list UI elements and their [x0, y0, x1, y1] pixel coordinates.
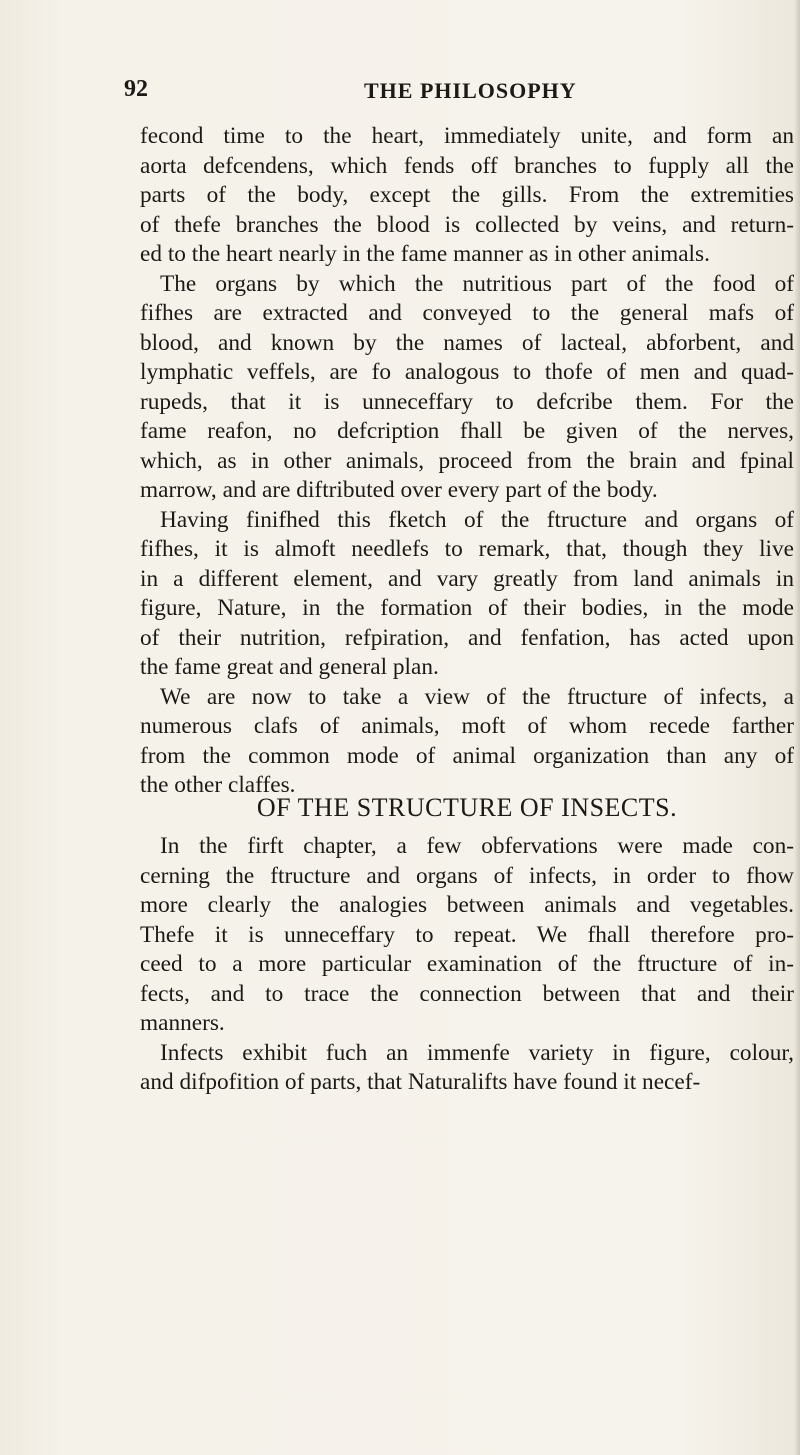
text-line: rupeds, that it is unneceffary to defcribe them. For the: [140, 388, 794, 415]
text-line: more clearly the analogies between animals and vegetables.: [140, 892, 794, 918]
text-line: and difpofition of parts, that Naturalifts have found it necef-: [140, 1069, 701, 1095]
text-line: ed to the heart nearly in the fame manner as in other animals.: [140, 241, 710, 267]
text-line: of thefe branches the blood is collected by veins, and return-: [140, 211, 794, 238]
text-line: In the firft chapter, a few obfervations were made con-: [160, 833, 794, 859]
text-line: of their nutrition, refpiration, and fenfation, has acted upon: [140, 624, 794, 651]
paragraph: [140, 122, 794, 270]
text-line: fecond time to the heart, immediately unite, and form an: [140, 123, 794, 149]
text-line: blood, and known by the names of lacteal, abforbent, and: [140, 329, 794, 356]
text-line: The organs by which the nutritious part of the food of: [160, 270, 794, 297]
text-line: numerous clafs of animals, moft of whom recede farther: [140, 713, 794, 739]
text-line: Thefe it is unneceffary to repeat. We fhall therefore pro-: [140, 921, 794, 948]
text-line: which, as in other animals, proceed from the brain and fpinal: [140, 447, 794, 474]
text-line: cerning the ftructure and organs of infects, in order to fhow: [140, 862, 794, 889]
text-line: fame reafon, no defcription fhall be given of the nerves,: [140, 418, 794, 444]
text-line: marrow, and are diftributed over every part of the body.: [140, 477, 658, 503]
text-line: the fame great and general plan.: [140, 654, 439, 680]
text-line: parts of the body, except the gills. From the extremities: [140, 182, 794, 208]
paragraph: [140, 683, 794, 801]
text-line: Having finifhed this fketch of the ftructure and organs of: [160, 506, 794, 533]
text-line: fifhes are extracted and conveyed to the general mafs of: [140, 300, 794, 326]
text-line: fifhes, it is almoft needlefs to remark, that, though they live: [140, 536, 794, 562]
paragraph: [140, 832, 794, 1039]
section-heading: OF THE STRUCTURE OF INSECTS.: [256, 793, 678, 822]
text-line: We are now to take a view of the ftructure of infects, a: [160, 683, 794, 710]
text-line: ceed to a more particular examination of the ftructure of in-: [140, 951, 794, 977]
running-head: [124, 76, 794, 108]
text-line: manners.: [140, 1010, 225, 1036]
running-title: THE PHILOSOPHY: [364, 78, 577, 103]
text-line: aorta defcendens, which fends off branches to fupply all the: [140, 152, 794, 179]
text-line: in a different element, and vary greatly from land animals in: [140, 565, 794, 592]
text-line: the other claffes.: [140, 772, 296, 798]
page-number: 92: [124, 76, 148, 102]
text-line: fects, and to trace the connection between that and their: [140, 980, 794, 1007]
body-text-before-heading: [140, 122, 794, 801]
paragraph: [140, 270, 794, 506]
page-edge-shadow: [794, 0, 800, 1455]
body-text-after-heading: [140, 832, 794, 1098]
text-line: Infects exhibit fuch an immenfe variety in figure, colour,: [160, 1039, 794, 1066]
text-line: figure, Nature, in the formation of their bodies, in the mode: [140, 595, 794, 621]
text-line: lymphatic veffels, are fo analogous to thofe of men and quad-: [140, 359, 794, 385]
text-line: from the common mode of animal organization than any of: [140, 742, 794, 769]
paragraph: [140, 1039, 794, 1098]
paragraph: [140, 506, 794, 683]
